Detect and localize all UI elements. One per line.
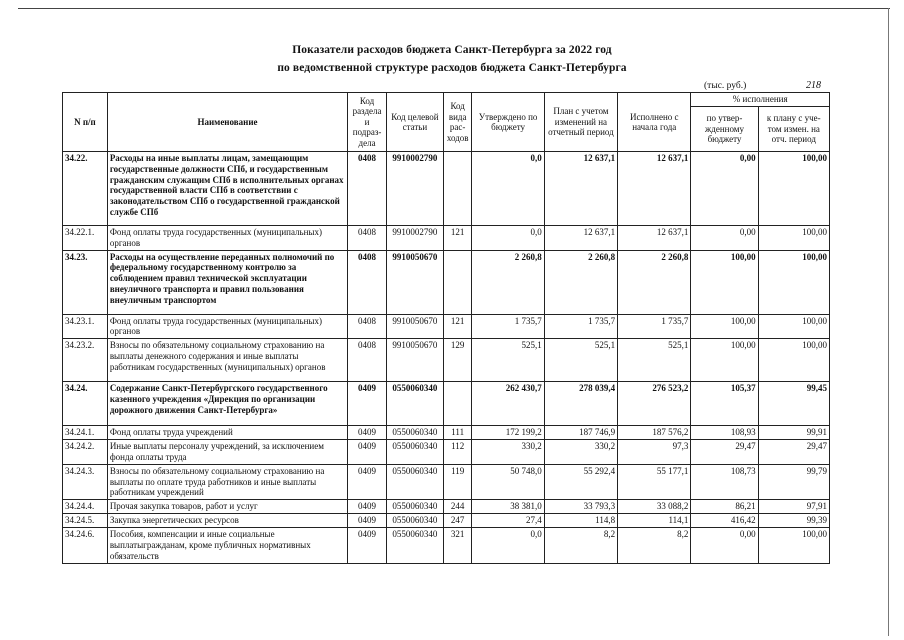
cell-expense-type [443,152,472,226]
table-row [63,314,830,339]
cell-pct-approved: 416,42 [691,514,758,528]
cell-expense-type [443,382,472,426]
cell-name: Пособия, компенсации и иные социальные выплатыгражданам, кроме публичных нормативных обязательств [107,528,347,564]
table-body [63,152,830,564]
cell-pct-approved: 86,21 [691,500,758,514]
cell-pct-plan: 100,00 [758,528,829,564]
cell-expense-type: 321 [443,528,472,564]
cell-number: 34.24.2. [63,440,108,465]
cell-number: 34.24.6. [63,528,108,564]
cell-pct-approved: 105,37 [691,382,758,426]
cell-pct-approved: 29,47 [691,440,758,465]
cell-executed: 276 523,2 [618,382,691,426]
cell-plan: 114,8 [544,514,617,528]
cell-plan: 525,1 [544,339,617,382]
cell-approved: 262 430,7 [472,382,544,426]
cell-razdel: 0409 [348,528,387,564]
cell-number: 34.22.1. [63,226,108,251]
cell-approved: 330,2 [472,440,544,465]
cell-number: 34.23.1. [63,314,108,339]
cell-executed: 97,3 [618,440,691,465]
cell-approved: 525,1 [472,339,544,382]
cell-executed: 1 735,7 [618,314,691,339]
cell-pct-plan: 99,91 [758,426,829,440]
cell-razdel: 0408 [348,250,387,314]
cell-pct-plan: 99,45 [758,382,829,426]
cell-expense-type [443,250,472,314]
cell-name: Прочая закупка товаров, работ и услуг [107,500,347,514]
cell-target-article: 0550060340 [386,382,443,426]
units-label: (тыс. руб.) [704,81,747,91]
table-header [63,93,830,152]
document-title-line2: по ведомственной структуре расходов бюджета Санкт-Петербурга [277,62,627,74]
table-row [63,152,830,226]
header-pct-plan: к плану с уче-том измен. на отч. период [758,107,829,152]
cell-name: Фонд оплаты труда учреждений [107,426,347,440]
table-row [63,464,830,499]
cell-executed: 8,2 [618,528,691,564]
cell-executed: 12 637,1 [618,226,691,251]
cell-executed: 114,1 [618,514,691,528]
cell-plan: 8,2 [544,528,617,564]
cell-number: 34.24.4. [63,500,108,514]
cell-number: 34.24.3. [63,464,108,499]
cell-target-article: 0550060340 [386,440,443,465]
table-row [63,514,830,528]
cell-target-article: 0550060340 [386,426,443,440]
cell-expense-type: 112 [443,440,472,465]
table-row [63,500,830,514]
cell-executed: 525,1 [618,339,691,382]
cell-plan: 33 793,3 [544,500,617,514]
cell-pct-approved: 100,00 [691,314,758,339]
cell-target-article: 0550060340 [386,500,443,514]
expenditure-table [62,92,830,564]
cell-pct-plan: 29,47 [758,440,829,465]
cell-plan: 12 637,1 [544,226,617,251]
cell-approved: 27,4 [472,514,544,528]
scan-border-right [888,8,889,636]
cell-number: 34.23. [63,250,108,314]
cell-pct-plan: 97,91 [758,500,829,514]
cell-razdel: 0408 [348,152,387,226]
table-row [63,250,830,314]
table-row [63,440,830,465]
cell-razdel: 0409 [348,440,387,465]
cell-executed: 2 260,8 [618,250,691,314]
cell-pct-plan: 100,00 [758,152,829,226]
cell-pct-plan: 99,39 [758,514,829,528]
cell-number: 34.24. [63,382,108,426]
header-np: N п/п [63,93,108,152]
cell-executed: 33 088,2 [618,500,691,514]
header-name: Наименование [107,93,347,152]
cell-expense-type: 247 [443,514,472,528]
cell-number: 34.24.5. [63,514,108,528]
table-row [63,382,830,426]
cell-approved: 0,0 [472,152,544,226]
cell-name: Иные выплаты персоналу учреждений, за исключением фонда оплаты труда [107,440,347,465]
cell-pct-approved: 0,00 [691,226,758,251]
cell-razdel: 0408 [348,226,387,251]
cell-name: Расходы на осуществление переданных полномочий по федеральному государственному контролю за соблюдением правил технической эксплуатации внеуличного транспорта и правил пользования внеуличным транспортом [107,250,347,314]
cell-pct-plan: 100,00 [758,339,829,382]
cell-target-article: 9910002790 [386,226,443,251]
cell-approved: 1 735,7 [472,314,544,339]
cell-name: Взносы по обязательному социальному страхованию на выплаты по оплате труда работников и иные выплаты работникам учреждений [107,464,347,499]
page-number: 218 [806,80,821,91]
cell-approved: 50 748,0 [472,464,544,499]
cell-razdel: 0409 [348,426,387,440]
cell-target-article: 0550060340 [386,528,443,564]
table-row [63,226,830,251]
cell-target-article: 9910002790 [386,152,443,226]
cell-approved: 0,0 [472,226,544,251]
scan-border-top [18,8,890,9]
header-target-article: Код целевой статьи [386,93,443,152]
header-plan: План с учетом изменений на отчетный период [544,93,617,152]
table-row [63,528,830,564]
cell-executed: 55 177,1 [618,464,691,499]
cell-expense-type: 121 [443,314,472,339]
cell-pct-approved: 100,00 [691,339,758,382]
cell-expense-type: 119 [443,464,472,499]
cell-name: Расходы на иные выплаты лицам, замещающим государственные должности СПб, и государственным гражданским служащим СПб в исполнительных органах государственной власти СПб в соответствии с законодательством СПб о государственной гражданской службе СПб [107,152,347,226]
cell-executed: 187 576,2 [618,426,691,440]
header-percent-group: % исполнения [691,93,830,107]
cell-expense-type: 244 [443,500,472,514]
cell-approved: 38 381,0 [472,500,544,514]
table-row [63,339,830,382]
table-row [63,426,830,440]
header-expense-type: Код вида рас-ходов [443,93,472,152]
header-executed: Исполнено с начала года [618,93,691,152]
cell-target-article: 0550060340 [386,514,443,528]
cell-plan: 278 039,4 [544,382,617,426]
cell-razdel: 0409 [348,514,387,528]
cell-number: 34.22. [63,152,108,226]
cell-name: Фонд оплаты труда государственных (муниципальных) органов [107,314,347,339]
cell-plan: 12 637,1 [544,152,617,226]
cell-razdel: 0409 [348,464,387,499]
cell-name: Взносы по обязательному социальному страхованию на выплаты денежного содержания и иные выплаты работникам государственных (муниципальных) органов [107,339,347,382]
header-pct-approved: по утвер-жденному бюджету [691,107,758,152]
cell-number: 34.24.1. [63,426,108,440]
cell-razdel: 0409 [348,382,387,426]
cell-executed: 12 637,1 [618,152,691,226]
cell-expense-type: 129 [443,339,472,382]
cell-name: Фонд оплаты труда государственных (муниципальных) органов [107,226,347,251]
cell-pct-approved: 100,00 [691,250,758,314]
cell-pct-plan: 100,00 [758,226,829,251]
cell-target-article: 0550060340 [386,464,443,499]
cell-pct-approved: 0,00 [691,528,758,564]
cell-plan: 1 735,7 [544,314,617,339]
cell-approved: 2 260,8 [472,250,544,314]
cell-plan: 55 292,4 [544,464,617,499]
cell-pct-approved: 108,73 [691,464,758,499]
cell-name: Содержание Санкт-Петербургского государственного казенного учреждения «Дирекция по организации дорожного движения Санкт-Петербурга» [107,382,347,426]
cell-razdel: 0408 [348,339,387,382]
document-title-line1: Показатели расходов бюджета Санкт-Петербурга за 2022 год [292,44,612,56]
cell-target-article: 9910050670 [386,339,443,382]
cell-target-article: 9910050670 [386,250,443,314]
cell-pct-approved: 0,00 [691,152,758,226]
cell-pct-plan: 99,79 [758,464,829,499]
header-approved: Утверждено по бюджету [472,93,544,152]
cell-pct-plan: 100,00 [758,314,829,339]
cell-plan: 330,2 [544,440,617,465]
cell-plan: 187 746,9 [544,426,617,440]
cell-razdel: 0409 [348,500,387,514]
cell-razdel: 0408 [348,314,387,339]
cell-expense-type: 111 [443,426,472,440]
cell-pct-plan: 100,00 [758,250,829,314]
cell-pct-approved: 108,93 [691,426,758,440]
cell-approved: 0,0 [472,528,544,564]
cell-expense-type: 121 [443,226,472,251]
cell-approved: 172 199,2 [472,426,544,440]
cell-number: 34.23.2. [63,339,108,382]
cell-target-article: 9910050670 [386,314,443,339]
cell-plan: 2 260,8 [544,250,617,314]
cell-name: Закупка энергетических ресурсов [107,514,347,528]
header-razdel: Код раздела и подраз-дела [348,93,387,152]
